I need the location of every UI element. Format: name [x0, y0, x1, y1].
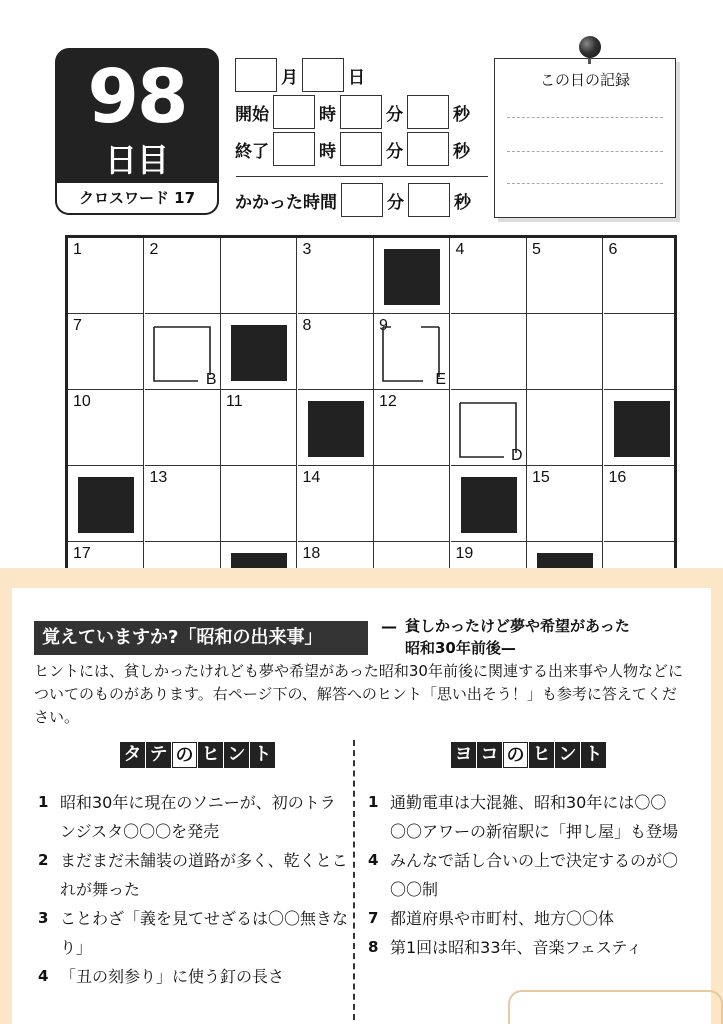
hint-text: まだまだ未舗装の道路が多く、乾くとこれが舞った	[60, 851, 348, 899]
heading-char: ト	[581, 742, 606, 768]
hint-text: 「丑の刻参り」に使う釘の長さ	[60, 967, 285, 986]
answer-letter-marker: B	[205, 371, 217, 388]
tate-hints	[38, 788, 348, 991]
intro-text: ヒントには、貧しかったけれども夢や希望があった昭和30年前後に関連する出来事や人物などについてのものがあります。右ページ下の、解答へのヒント「思い出そう！」も参考に答えてください。	[34, 662, 683, 726]
hint-item	[368, 904, 678, 933]
record-note[interactable]	[494, 58, 676, 218]
hint-item	[368, 846, 678, 904]
crossword-cell[interactable]	[604, 238, 678, 314]
clue-number: 1	[73, 241, 82, 258]
end-row	[235, 132, 474, 166]
hint-number: 1	[368, 793, 379, 811]
heading-char: ヒ	[198, 742, 223, 768]
record-title: この日の記録	[539, 71, 630, 89]
hint-item	[38, 904, 348, 962]
crossword-cell[interactable]	[145, 238, 221, 314]
hint-text: 都道府県や市町村、地方〇〇体	[390, 909, 615, 928]
hint-number: 4	[368, 851, 379, 869]
hint-text: みんなで話し合いの上で決定するのが〇〇〇制	[390, 851, 679, 899]
start-minute-label: 分	[386, 104, 403, 125]
answer-bracket-icon	[381, 323, 443, 385]
end-minute-label: 分	[386, 141, 403, 162]
crossword-black-cell	[451, 466, 527, 542]
date-row	[235, 58, 369, 92]
heading-char: ト	[250, 742, 275, 768]
hint-number: 7	[368, 909, 379, 927]
heading-char: ン	[224, 742, 249, 768]
crossword-cell[interactable]	[145, 466, 221, 542]
hint-item	[38, 788, 348, 846]
duration-minute-label: 分	[387, 192, 404, 213]
heading-char: の	[503, 742, 528, 768]
crossword-cell[interactable]	[68, 238, 144, 314]
start-hour-label: 時	[319, 104, 336, 125]
black-square	[78, 477, 134, 533]
start-label: 開始	[235, 104, 269, 125]
crossword-cell[interactable]	[68, 390, 144, 466]
clue-number: 18	[302, 545, 321, 562]
clue-number: 10	[73, 393, 91, 410]
duration-label: かかった時間	[235, 192, 337, 213]
end-second-box[interactable]	[407, 132, 449, 166]
answer-letter-marker: E	[435, 371, 446, 388]
end-hour-label: 時	[319, 141, 336, 162]
hint-item	[368, 788, 678, 846]
clue-number: 7	[73, 317, 82, 334]
crossword-black-cell	[221, 314, 297, 390]
topic-dash: —	[381, 617, 397, 636]
crossword-cell[interactable]	[374, 314, 450, 390]
clue-number: 9	[379, 317, 388, 334]
record-line	[507, 151, 663, 152]
topic-subtitle-1: 貧しかったけど夢や希望があった	[405, 617, 630, 635]
duration-row	[235, 183, 475, 217]
clue-number: 17	[73, 545, 91, 562]
topic-subtitle-2: 昭和30年前後—	[405, 639, 516, 657]
time-divider	[236, 176, 488, 177]
crossword-cell[interactable]	[451, 314, 527, 390]
record-line	[507, 183, 663, 184]
hint-number: 2	[38, 851, 49, 869]
start-minute-box[interactable]	[340, 95, 382, 129]
heading-char: タ	[120, 742, 145, 768]
crossword-grid	[65, 235, 677, 595]
heading-char: コ	[477, 742, 502, 768]
start-hour-box[interactable]	[273, 95, 315, 129]
end-hour-box[interactable]	[273, 132, 315, 166]
duration-minute-box[interactable]	[341, 183, 383, 217]
answer-letter-marker: D	[510, 447, 523, 464]
crossword-cell[interactable]	[527, 314, 603, 390]
day-box[interactable]	[302, 58, 344, 92]
hint-text: 昭和30年に現在のソニーが、初のトランジスタ〇〇〇を発売	[60, 793, 336, 841]
crossword-black-cell	[298, 390, 374, 466]
clue-number: 12	[379, 393, 397, 410]
crossword-cell[interactable]	[298, 466, 374, 542]
black-square	[384, 249, 440, 305]
clue-number: 19	[455, 545, 474, 562]
end-second-label: 秒	[453, 141, 470, 162]
hint-item	[38, 846, 348, 904]
crossword-cell[interactable]	[221, 390, 297, 466]
hint-number: 8	[368, 938, 379, 956]
black-square	[231, 325, 287, 381]
start-row	[235, 95, 474, 129]
hint-number: 4	[38, 967, 49, 985]
yoko-hints	[368, 788, 678, 962]
column-divider	[353, 740, 355, 1020]
start-second-box[interactable]	[407, 95, 449, 129]
crossword-cell[interactable]	[68, 314, 144, 390]
clue-number: 8	[302, 317, 312, 334]
day-number: 98	[87, 54, 187, 140]
crossword-cell[interactable]	[145, 314, 221, 390]
tate-heading	[120, 742, 276, 768]
day-label: 日目	[104, 141, 169, 179]
clue-number: 13	[149, 469, 168, 486]
record-line	[507, 117, 663, 118]
topic-title: 覚えていますか?「昭和の出来事」	[34, 621, 368, 655]
end-label: 終了	[235, 141, 269, 162]
heading-char: テ	[146, 742, 171, 768]
start-second-label: 秒	[453, 104, 470, 125]
crossword-cell[interactable]	[527, 466, 603, 542]
hint-item	[38, 962, 348, 991]
month-box[interactable]	[235, 58, 277, 92]
crossword-cell[interactable]	[221, 466, 297, 542]
crossword-cell[interactable]	[298, 238, 374, 314]
hint-text: ことわざ「義を見てせざるは〇〇無きなり」	[60, 909, 349, 957]
heading-char: ヒ	[529, 742, 554, 768]
day-badge	[55, 48, 219, 215]
crossword-cell[interactable]	[374, 390, 450, 466]
crossword-cell[interactable]	[527, 390, 603, 466]
duration-second-box[interactable]	[408, 183, 450, 217]
clue-number: 16	[608, 469, 627, 486]
end-minute-box[interactable]	[340, 132, 382, 166]
black-square	[308, 401, 364, 457]
yoko-heading	[451, 742, 607, 768]
clue-number: 15	[532, 469, 550, 486]
crossword-cell[interactable]	[451, 238, 527, 314]
day-label-text: 日	[348, 67, 365, 88]
hint-text: 第1回は昭和33年、音楽フェスティ	[390, 938, 643, 957]
crossword-black-cell	[604, 390, 678, 466]
puzzle-subtitle: クロスワード 17	[55, 183, 219, 215]
crossword-cell[interactable]	[374, 466, 450, 542]
crossword-cell[interactable]	[221, 238, 297, 314]
clue-number: 4	[455, 241, 465, 258]
crossword-black-cell	[68, 466, 144, 542]
crossword-cell[interactable]	[451, 390, 527, 466]
crossword-cell[interactable]	[604, 314, 678, 390]
crossword-cell[interactable]	[604, 466, 678, 542]
crossword-black-cell	[374, 238, 450, 314]
clue-number: 11	[226, 393, 243, 410]
hint-number: 3	[38, 909, 49, 927]
black-square	[461, 477, 517, 533]
answer-bracket-icon	[152, 323, 214, 385]
crossword-cell[interactable]	[298, 314, 374, 390]
hint-number: 1	[38, 793, 49, 811]
hint-text: 通勤電車は大混雑、昭和30年には〇〇〇〇アワーの新宿駅に「押し屋」も登場	[390, 793, 679, 841]
hint-item	[368, 933, 678, 962]
crossword-cell[interactable]	[527, 238, 603, 314]
duration-second-label: 秒	[454, 192, 471, 213]
pushpin-icon	[579, 36, 601, 58]
clue-number: 14	[302, 469, 321, 486]
clue-number: 6	[608, 241, 618, 258]
heading-char: ヨ	[451, 742, 476, 768]
page-corner-tab	[508, 990, 723, 1024]
black-square	[614, 401, 670, 457]
month-label: 月	[281, 67, 298, 88]
crossword-cell[interactable]	[145, 390, 221, 466]
heading-char: ン	[555, 742, 580, 768]
clue-number: 2	[149, 241, 159, 258]
clue-number: 5	[532, 241, 541, 258]
clue-number: 3	[302, 241, 312, 258]
heading-char: の	[172, 742, 197, 768]
